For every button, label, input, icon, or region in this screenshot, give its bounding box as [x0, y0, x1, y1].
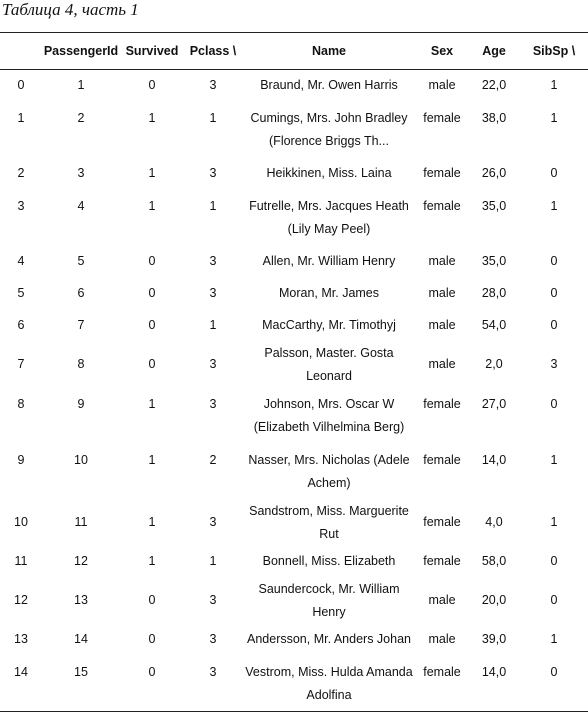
passenger-name — [242, 278, 416, 310]
passenger-name — [242, 444, 416, 500]
survived-value: 1 — [148, 198, 156, 213]
sex-value: female — [423, 198, 461, 213]
age-value: 14,0 — [481, 452, 507, 467]
survived-value: 0 — [148, 286, 156, 300]
passenger-id: 2 — [77, 110, 85, 125]
age-value: 2,0 — [485, 357, 503, 371]
row-index: 1 — [17, 110, 25, 125]
name-line: Sandstrom, Miss. Marguerite Rut — [249, 503, 409, 541]
passenger-id: 9 — [77, 396, 85, 411]
survived-value: 1 — [148, 515, 156, 529]
sex-value: female — [423, 554, 461, 568]
name-line: Adolfina — [306, 687, 352, 702]
sex-value: female — [423, 664, 461, 679]
sex-value: male — [428, 632, 456, 646]
pclass-value: 3 — [209, 664, 217, 679]
passenger-id: 13 — [74, 593, 88, 607]
sex-value: female — [423, 110, 461, 125]
age-value: 27,0 — [481, 396, 507, 411]
name-line: Braund, Mr. Owen Harris — [260, 78, 398, 93]
name-line: Heikkinen, Miss. Laina — [266, 166, 392, 180]
passenger-id: 14 — [74, 632, 88, 646]
row-index: 7 — [17, 357, 25, 371]
age-value: 58,0 — [481, 554, 507, 568]
pclass-value: 3 — [209, 396, 217, 411]
row-index: 8 — [17, 396, 25, 411]
table-row — [0, 70, 588, 102]
passenger-name — [242, 190, 416, 246]
age-value: 39,0 — [481, 632, 507, 646]
survived-value: 0 — [148, 664, 156, 679]
table-row — [0, 246, 588, 278]
table-row — [0, 102, 588, 158]
sibsp-value: 0 — [550, 254, 558, 268]
pclass-value: 1 — [209, 554, 217, 568]
sex-header: Sex — [416, 33, 468, 70]
name-line: Saundercock, Mr. William Henry — [258, 581, 400, 619]
passenger-id: 3 — [77, 166, 85, 180]
pclass-value: 3 — [209, 632, 217, 646]
sibsp-value: 1 — [550, 632, 558, 646]
survived-value: 0 — [148, 593, 156, 607]
row-index: 4 — [17, 254, 25, 268]
pclass-value: 3 — [209, 286, 217, 300]
table-row — [0, 388, 588, 444]
sibsp-header: SibSp \ — [520, 33, 588, 70]
name-line: Allen, Mr. William Henry — [262, 254, 396, 268]
survived-value: 1 — [148, 166, 156, 180]
passenger-name — [242, 246, 416, 278]
survived-value: 1 — [148, 110, 156, 125]
sibsp-value: 0 — [550, 286, 558, 300]
age-value: 20,0 — [481, 593, 507, 607]
row-index: 6 — [17, 318, 25, 332]
name-line: Cumings, Mrs. John Bradley — [250, 110, 408, 125]
passenger-name — [242, 578, 416, 624]
sibsp-value: 0 — [550, 554, 558, 568]
passenger-name — [242, 546, 416, 578]
sibsp-value: 0 — [550, 166, 558, 180]
sex-value: male — [428, 593, 456, 607]
age-value: 4,0 — [485, 515, 503, 529]
passenger-name — [242, 158, 416, 190]
table-row — [0, 624, 588, 656]
name-line: Vestrom, Miss. Hulda Amanda — [245, 664, 413, 679]
header-row — [0, 33, 588, 70]
survived-value: 0 — [148, 254, 156, 268]
name-line: Futrelle, Mrs. Jacques Heath — [249, 198, 409, 213]
passenger-name — [242, 656, 416, 712]
table-row — [0, 578, 588, 624]
age-value: 54,0 — [481, 318, 507, 332]
pclass-value: 3 — [209, 78, 217, 93]
survived-value: 0 — [148, 357, 156, 371]
sibsp-value: 1 — [550, 198, 558, 213]
passenger-name — [242, 310, 416, 342]
passenger-table — [0, 32, 588, 712]
row-index: 11 — [14, 554, 28, 568]
passenger-name — [242, 342, 416, 388]
name-line: Achem) — [307, 475, 351, 490]
passenger-id: 6 — [77, 286, 85, 300]
name-line: (Elizabeth Vilhelmina Berg) — [253, 419, 405, 434]
sibsp-value: 1 — [550, 515, 558, 529]
survived-value: 0 — [148, 632, 156, 646]
age-value: 14,0 — [481, 664, 507, 679]
passenger-name — [242, 102, 416, 158]
survived-value: 0 — [148, 318, 156, 332]
pclass-value: 1 — [209, 198, 217, 213]
index-header — [0, 33, 42, 70]
row-index: 0 — [17, 78, 25, 93]
age-value: 35,0 — [481, 254, 507, 268]
name-line: (Lily May Peel) — [287, 221, 371, 236]
table-row — [0, 158, 588, 190]
passenger-id: 10 — [74, 452, 88, 467]
age-value: 35,0 — [481, 198, 507, 213]
sex-value: male — [428, 286, 456, 300]
table-row — [0, 342, 588, 388]
passenger-name — [242, 388, 416, 444]
table-row — [0, 190, 588, 246]
row-index: 14 — [14, 664, 28, 679]
sibsp-value: 1 — [550, 110, 558, 125]
passengerid-header: PassengerId — [42, 33, 120, 70]
sex-value: male — [428, 357, 456, 371]
survived-header: Survived — [120, 33, 184, 70]
name-line: MacCarthy, Mr. Timothyj — [262, 318, 396, 332]
sex-value: female — [423, 452, 461, 467]
passenger-id: 15 — [74, 664, 88, 679]
table-body — [0, 70, 588, 712]
row-index: 9 — [17, 452, 25, 467]
pclass-value: 3 — [209, 254, 217, 268]
passenger-name — [242, 624, 416, 656]
age-header: Age — [468, 33, 520, 70]
row-index: 13 — [14, 632, 28, 646]
sex-value: male — [428, 254, 456, 268]
passenger-id: 11 — [74, 515, 88, 529]
age-value: 26,0 — [481, 166, 507, 180]
table-header — [0, 33, 588, 70]
passenger-id: 1 — [77, 78, 85, 93]
sibsp-value: 3 — [550, 357, 558, 371]
passenger-id: 7 — [77, 318, 85, 332]
name-line: Palsson, Master. Gosta Leonard — [264, 345, 394, 383]
survived-value: 0 — [148, 78, 156, 93]
survived-value: 1 — [148, 452, 156, 467]
pclass-value: 1 — [209, 110, 217, 125]
sex-value: male — [428, 318, 456, 332]
name-line: (Florence Briggs Th... — [269, 133, 389, 148]
sex-value: female — [423, 166, 461, 180]
age-value: 28,0 — [481, 286, 507, 300]
name-line: Andersson, Mr. Anders Johan — [247, 632, 411, 646]
pclass-value: 3 — [209, 515, 217, 529]
pclass-value: 2 — [209, 452, 217, 467]
passenger-id: 5 — [77, 254, 85, 268]
sibsp-value: 0 — [550, 664, 558, 679]
name-line: Johnson, Mrs. Oscar W — [263, 396, 395, 411]
row-index: 3 — [17, 198, 25, 213]
sibsp-value: 1 — [550, 452, 558, 467]
row-index: 10 — [14, 515, 28, 529]
passenger-id: 12 — [74, 554, 88, 568]
name-line: Bonnell, Miss. Elizabeth — [262, 554, 396, 568]
sibsp-value: 0 — [550, 593, 558, 607]
pclass-header: Pclass \ — [184, 33, 242, 70]
pclass-value: 1 — [209, 318, 217, 332]
sibsp-value: 0 — [550, 396, 558, 411]
passenger-id: 4 — [77, 198, 85, 213]
survived-value: 1 — [148, 554, 156, 568]
age-value: 22,0 — [481, 78, 507, 93]
survived-value: 1 — [148, 396, 156, 411]
name-header: Name — [242, 33, 416, 70]
table-caption: Таблица 4, часть 1 — [2, 0, 139, 19]
table-row — [0, 310, 588, 342]
age-value: 38,0 — [481, 110, 507, 125]
table-row — [0, 278, 588, 310]
row-index: 2 — [17, 166, 25, 180]
sibsp-value: 0 — [550, 318, 558, 332]
passenger-name — [242, 70, 416, 102]
name-line: Moran, Mr. James — [278, 286, 380, 300]
table-row — [0, 546, 588, 578]
passenger-name — [242, 500, 416, 546]
pclass-value: 3 — [209, 166, 217, 180]
table-row — [0, 444, 588, 500]
row-index: 5 — [17, 286, 25, 300]
sex-value: female — [423, 396, 461, 411]
pclass-value: 3 — [209, 593, 217, 607]
name-line: Nasser, Mrs. Nicholas (Adele — [248, 452, 410, 467]
sex-value: male — [428, 78, 456, 93]
table-row — [0, 500, 588, 546]
sibsp-value: 1 — [550, 78, 558, 93]
table-row — [0, 656, 588, 712]
passenger-id: 8 — [77, 357, 85, 371]
sex-value: female — [423, 515, 461, 529]
row-index: 12 — [14, 593, 28, 607]
pclass-value: 3 — [209, 357, 217, 371]
